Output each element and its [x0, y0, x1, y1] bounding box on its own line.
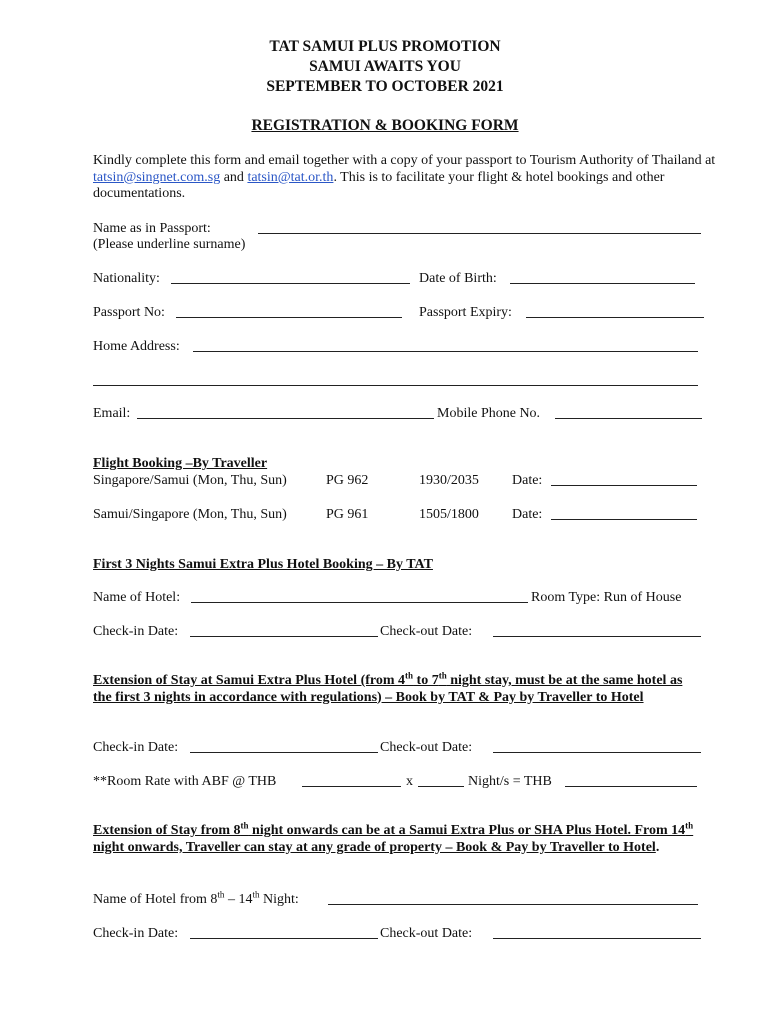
ext2-checkout-field[interactable]: [493, 938, 701, 939]
flight-route: Samui/Singapore (Mon, Thu, Sun): [93, 507, 287, 522]
nationality-field[interactable]: [171, 283, 410, 284]
mobile-label: Mobile Phone No.: [437, 406, 541, 421]
outbound-date-field[interactable]: [551, 485, 697, 486]
superscript: th: [438, 670, 447, 681]
ext1-checkin-field[interactable]: [190, 752, 378, 753]
superscript: th: [217, 889, 225, 900]
expiry-label: Passport Expiry:: [419, 305, 512, 320]
checkin-label: Check-in Date:: [93, 624, 179, 639]
flight-date-label: Date:: [512, 507, 543, 522]
intro-text-end: . This is to facilitate your flight & hotel bookings and other documentations.: [93, 169, 665, 201]
flight-route: Singapore/Samui (Mon, Thu, Sun): [93, 473, 287, 488]
flight-time: 1930/2035: [419, 473, 479, 488]
name-label: Name as in Passport:: [93, 221, 211, 236]
ext2-checkin-field[interactable]: [190, 938, 378, 939]
checkout-label: Check-out Date:: [380, 926, 473, 941]
name-field[interactable]: [258, 233, 701, 234]
superscript: th: [240, 820, 249, 831]
multiply-sign: x: [406, 774, 413, 789]
ext1-checkout-field[interactable]: [493, 752, 701, 753]
checkout-label: Check-out Date:: [380, 740, 473, 755]
passport-field[interactable]: [176, 317, 402, 318]
flight-time: 1505/1800: [419, 507, 479, 522]
nationality-label: Nationality:: [93, 271, 160, 286]
ext1-heading-text: Extension of Stay at Samui Extra Plus Hotel (from 4: [93, 673, 406, 688]
ext1-heading: [93, 670, 703, 706]
mobile-field[interactable]: [555, 418, 702, 419]
email-field[interactable]: [137, 418, 434, 419]
flight-number: PG 961: [326, 507, 369, 522]
dob-label: Date of Birth:: [419, 271, 497, 286]
total-thb-field[interactable]: [565, 786, 697, 787]
passport-label: Passport No:: [93, 305, 165, 320]
superscript: th: [405, 670, 414, 681]
intro-paragraph: [93, 153, 718, 203]
first3-checkin-field[interactable]: [190, 636, 378, 637]
form-title: REGISTRATION & BOOKING FORM: [251, 117, 519, 134]
ext1-heading-text: to 7: [413, 673, 439, 688]
email-link-singnet[interactable]: tatsin@singnet.com.sg: [93, 169, 221, 185]
hotel-8th-text: – 14: [224, 892, 253, 907]
ext2-heading: [93, 820, 708, 856]
ext2-heading-text: Extension of Stay from 8: [93, 823, 241, 838]
intro-and: and: [220, 169, 248, 185]
flight-date-label: Date:: [512, 473, 543, 488]
nights-label: Night/s = THB: [468, 774, 552, 789]
checkin-label: Check-in Date:: [93, 926, 179, 941]
dob-field[interactable]: [510, 283, 695, 284]
promo-period: SEPTEMBER TO OCTOBER 2021: [266, 78, 504, 95]
heading-period: .: [655, 839, 660, 855]
room-rate-field[interactable]: [302, 786, 401, 787]
address-field-line2[interactable]: [93, 385, 698, 386]
room-rate-label: **Room Rate with ABF @ THB: [93, 774, 277, 789]
hotel-8th-field[interactable]: [328, 904, 698, 905]
checkin-label: Check-in Date:: [93, 740, 179, 755]
room-type: Room Type: Run of House: [531, 590, 682, 605]
address-field-line1[interactable]: [193, 351, 698, 352]
hotel-8th-text: Night:: [259, 892, 299, 907]
address-label: Home Address:: [93, 339, 180, 354]
email-link-tat[interactable]: tatsin@tat.or.th: [247, 169, 334, 185]
first3-checkout-field[interactable]: [493, 636, 701, 637]
hotel-8th-label: [93, 889, 299, 908]
superscript: th: [685, 820, 694, 831]
surname-note: (Please underline surname): [93, 237, 246, 252]
hotel-8th-text: Name of Hotel from 8: [93, 892, 218, 907]
flight-heading: Flight Booking –By Traveller: [93, 456, 268, 471]
ext1-heading-text: night stay, must be at the same hotel as the first 3 nights in accordance with regulations) – Book by TAT & Pay by Traveller to Hotel: [93, 673, 683, 705]
return-date-field[interactable]: [551, 519, 697, 520]
intro-text: Kindly complete this form and email together with a copy of your passport to Tourism Authority of Thailand at: [93, 153, 716, 168]
superscript: th: [252, 889, 260, 900]
flight-number: PG 962: [326, 473, 369, 488]
checkout-label: Check-out Date:: [380, 624, 473, 639]
hotel-label: Name of Hotel:: [93, 590, 181, 605]
expiry-field[interactable]: [526, 317, 704, 318]
first3-heading: First 3 Nights Samui Extra Plus Hotel Booking – By TAT: [93, 557, 433, 572]
nights-field[interactable]: [418, 786, 464, 787]
promo-title: TAT SAMUI PLUS PROMOTION: [269, 38, 501, 55]
email-label: Email:: [93, 406, 131, 421]
ext2-heading-text: night onwards, Traveller can stay at any grade of property – Book & Pay by Traveller to Hotel: [93, 839, 656, 855]
ext2-heading-text: night onwards can be at a Samui Extra Plus or SHA Plus Hotel. From 14: [248, 823, 686, 838]
promo-subtitle: SAMUI AWAITS YOU: [309, 58, 461, 75]
hotel-field[interactable]: [191, 602, 528, 603]
